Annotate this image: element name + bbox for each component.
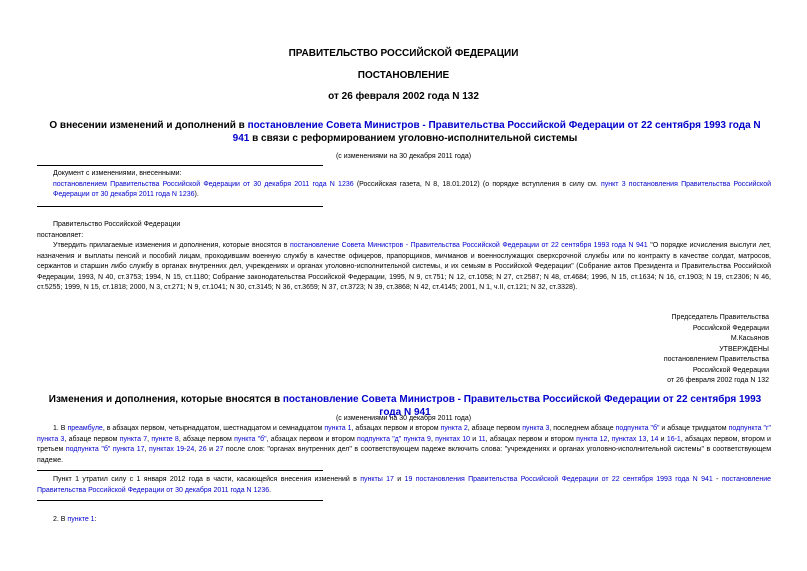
ref-link[interactable]: пунктах 13 xyxy=(611,435,647,443)
ref-link[interactable]: 19 xyxy=(404,476,413,483)
document-title: О внесении изменений и дополнений в постановление Совета Министров - Правительства Российской Федерации от 22 сентября 1993 года N 941 в связи с реформированием уголовно-исполнительной системы xyxy=(49,120,761,144)
divider-top xyxy=(37,165,323,166)
changes-block: Документ с изменениями, внесенными: постановлением Правительства Российской Федерации от 30 декабря 2011 года N 1236 (Российская газета, N 8, 18.01.2012) (о порядке вступления в силу см. пункт 3 постановления Правительства Российской Федерации от 30 декабря 2011 года N 1236). xyxy=(53,170,772,198)
divider-repeal-top xyxy=(37,470,323,471)
edition-note: (с изменениями на 30 декабря 2011 года) xyxy=(335,153,472,160)
ref-link[interactable]: 11 xyxy=(478,435,486,443)
ref-link[interactable]: постановления Правительства Российской Федерации от 22 сентября 1993 года N 941 xyxy=(415,476,713,483)
ref-link[interactable]: 14 xyxy=(650,435,659,443)
government-name: ПРАВИТЕЛЬСТВО РОССИЙСКОЙ ФЕДЕРАЦИИ xyxy=(288,48,519,59)
annex-title: Изменения и дополнения, которые вносятся в постановление Совета Министров - Правительства Российской Федерации от 22 сентября 1993 года N 941 xyxy=(48,394,762,418)
ref-link[interactable]: подпункта "д" пункта 9 xyxy=(357,435,431,443)
ref-link[interactable]: 26 xyxy=(198,446,207,453)
main-paragraph: Утвердить прилагаемые изменения и дополнения, которые вносятся в постановление Совета Министров - Правительства Российской Федерации от 22 сентября 1993 года N 941 "О порядке исчисления выслуги лет, назначения и выплаты пенсий и пособий лицам, проходившим военную службу в качестве офицеров, прапорщиков, мичманов и военнослужащих сверхсрочной службы или по контракту в качестве солдат, матросов, сержантов и старшин либо службу в органах внутренних дел, учреждениях и органах уголовно-исполнительной системы, и их семьям в Российской Федерации" (Собрание актов Президента и Правительства Российской Федерации, 1993, N 40, ст.3753; 1994, N 15, ст.1180; Собрание законодательства Российской Федерации, 1995, N 9, ст.751; N 12, ст.1058; N 27, ст.2587; N 48, ст.4684; 1996, N 15, ст.1634; N 16, ст.1903; N 19, ст.2306; N 46, ст.5255; 1999, N 15, ст.1818; 2000, N 3, ст.271; N 9, ст.1041; N 30, ст.3145; N 36, ст.3659; N 37, ст.3723; N 39, ст.3868; N 42, ст.4145; 2001, N 1, ч.II, ст.121; N 32, ст.3328). xyxy=(37,242,771,291)
signature-block: Председатель Правительства Российской Федерации М.Касьянов УТВЕРЖДЕНЫ постановлением Правительства Российской Федерации от 26 февраля 2002 года N 132 xyxy=(663,314,769,384)
item-1: 1. В преамбуле, в абзацах первом, четырнадцатом, шестнадцатом и семнадцатом пункта 1, абзацах первом и втором пункта 2, абзаце первом пункта 3, последнем абзаце подпункта "б" и абзаце тридцатом подпункта "г" пункта 3, абзаце первом пункта 7, пункте 8, абзаце первом пункта "б", абзацах первом и втором подпункта "д" пункта 9, пунктах 10 и 11, абзацах первом и втором пункта 12, пунктах 13, 14 и 16-1, абзацах первом, втором и третьем подпункта "б" пункта 17, пунктах 19-24, 26 и 27 после слов: "органах внутренних дел" в соответствующем падеже включить слова: "учреждениях и органах уголовно-исполнительной системы" в соответствующем падеже. xyxy=(37,425,772,464)
ref-link[interactable]: преамбуле xyxy=(67,425,103,432)
divider-mid xyxy=(37,206,323,207)
ref-link[interactable]: пункта 3 xyxy=(522,425,550,432)
annex-title-link[interactable]: постановление Совета Министров - Правительства Российской Федерации от 22 сентября 1993 года N 941 xyxy=(282,394,762,418)
ref-link[interactable]: пункта "б" xyxy=(234,435,267,443)
divider-repeal-bottom xyxy=(37,500,323,501)
item-2: 2. В пункте 1: xyxy=(53,516,97,523)
ref-link[interactable]: пунктах 10 xyxy=(435,435,470,443)
ref-link[interactable]: постановление Правительства Российской Федерации от 30 декабря 2011 года N 1236 xyxy=(37,476,771,494)
ref-link[interactable]: 16-1 xyxy=(666,435,681,443)
document-date-number: от 26 февраля 2002 года N 132 xyxy=(328,91,479,102)
ref-link[interactable]: пункте 1 xyxy=(67,516,95,523)
ref-link[interactable]: подпункта "б" xyxy=(615,425,660,432)
document-type: ПОСТАНОВЛЕНИЕ xyxy=(357,70,450,81)
ref-link[interactable]: пункте 8 xyxy=(151,435,179,443)
resolution-941-link[interactable]: постановление Совета Министров - Правительства Российской Федерации от 22 сентября 1993 года N 941 xyxy=(289,242,648,249)
ref-link[interactable]: пункта 1 xyxy=(324,425,352,432)
ref-link[interactable]: пунктах 19-24 xyxy=(149,446,195,453)
ref-link[interactable]: пункта 12 xyxy=(576,435,608,443)
repeal-note: Пункт 1 утратил силу с 1 января 2012 года в части, касающейся внесения изменений в пункты 17 и 19 постановления Правительства Российской Федерации от 22 сентября 1993 года N 941 - постановление Правительства Российской Федерации от 30 декабря 2011 года N 1236. xyxy=(37,476,771,494)
ref-link[interactable]: пункта 7 xyxy=(119,435,148,443)
edition-note-annex: (с изменениями на 30 декабря 2011 года) xyxy=(335,415,472,422)
ref-link[interactable]: подпункта "г" пункта 3 xyxy=(37,425,771,443)
ref-link[interactable]: 27 xyxy=(215,446,224,453)
ref-link[interactable]: пункты 17 xyxy=(360,476,394,483)
ref-link[interactable]: подпункта "б" пункта 17 xyxy=(65,446,145,453)
entry-into-force-link[interactable]: пункт 3 постановления Правительства Российской Федерации от 30 декабря 2011 года N 1236 xyxy=(53,180,772,198)
title-link[interactable]: постановление Совета Министров - Правительства Российской Федерации от 22 сентября 1993 года N 941 xyxy=(232,120,761,144)
resolves-label: постановляет: xyxy=(37,232,84,239)
amending-act-link[interactable]: постановлением Правительства Российской Федерации от 30 декабря 2011 года N 1236 xyxy=(53,180,354,188)
ref-link[interactable]: пункта 2 xyxy=(440,425,468,432)
government-label: Правительство Российской Федерации xyxy=(53,221,181,228)
